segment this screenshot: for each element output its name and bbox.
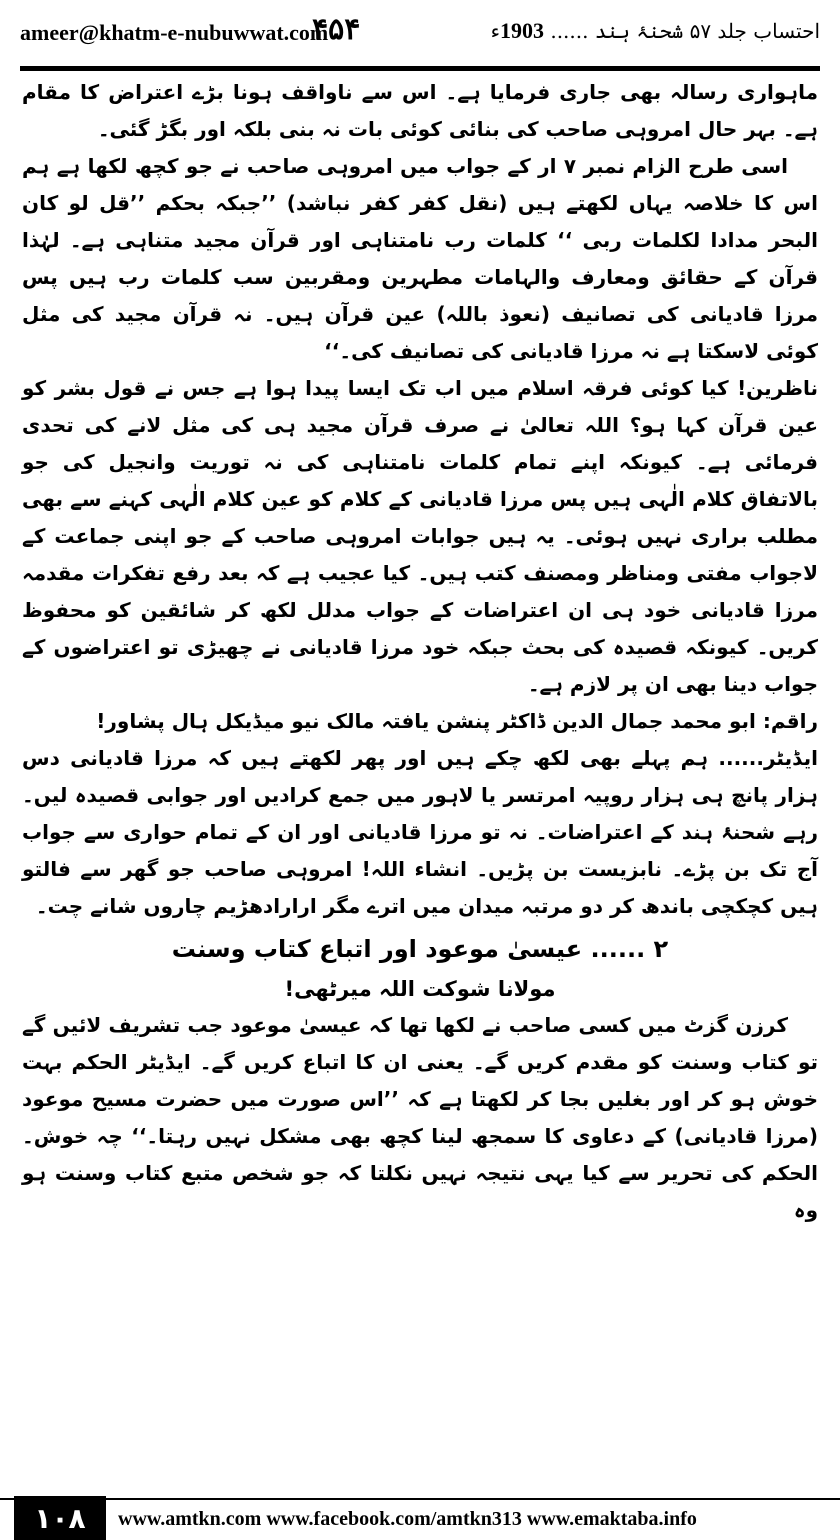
paragraph: ناظرین! کیا کوئی فرقہ اسلام میں اب تک ایسا پیدا ہوا ہے جس نے قول بشر کو عین قرآن کہا ہو؟ اللہ تعالیٰ نے صرف قرآن مجید ہی کی مثل لانے کی تحدی فرمائی ہے۔ کیونکہ اپنے تمام کلمات نامتناہی کی نہ توریت وانجیل کی جو بالاتفاق کلام الٰہی ہیں پس مرزا قادیانی کے کلام کو عین کلام الٰہی کہنے سے بھی مطلب براری نہیں ہوئی۔ یہ ہیں جوابات امروہی صاحب کے جو اپنی جماعت کے لاجواب مفتی ومناظر ومصنف کتب ہیں۔ کیا عجیب ہے کہ بعد رفع تفکرات مقدمہ مرزا قادیانی خود ہی ان اعتراضات کے جواب مدلل لکھ کر شائقین کو محفوظ کریں۔ کیونکہ قصیدہ کی بحث جبکہ خود مرزا قادیانی نے چھیڑی تو اعتراضوں کے جواب دینا بھی ان پر لازم ہے۔ (22, 376, 818, 696)
header-rule (20, 66, 820, 71)
header-title-year: 1903 (499, 18, 544, 43)
footer-page-number: ۱۰۸ (14, 1496, 106, 1540)
section-heading: ۲ ...... عیسیٰ موعود اور اتباع کتاب وسنت (171, 935, 669, 963)
header-email: ameer@khatm-e-nubuwwat.com (20, 20, 329, 45)
header-title-suffix: ء (490, 19, 500, 43)
header-title-prefix: احتساب جلد ۵۷ شحنۂ ہند ...... (550, 19, 820, 43)
editor-note: ایڈیٹر...... ہم پہلے بھی لکھ چکے ہیں اور پھر لکھتے ہیں کہ مرزا قادیانی دس ہزار پانچ ہی ہزار روپیہ امرتسر یا لاہور میں جمع کرادیں اور جوابی قصیدہ لیں۔ رہے شحنۂ ہند کے اعتراضات۔ نہ تو مرزا قادیانی اور ان کے تمام حواری سے جواب آج تک بن پڑے۔ نابزیست بن پڑیں۔ انشاء اللہ! امروہی صاحب جو گھر سے فالتو ہیں کچکچی باندھ کر دو مرتبہ میدان میں اترے مگر ارارادھڑیم چاروں شانے چت۔ (22, 746, 818, 918)
section-body: کرزن گزٹ میں کسی صاحب نے لکھا تھا کہ عیسیٰ موعود جب تشریف لائیں گے تو کتاب وسنت کو مقدم کریں گے۔ یعنی ان کا اتباع کریں گے۔ ایڈیٹر الحکم بہت خوش ہو کر اور بغلیں بجا کر لکھتا ہے کہ ’’اس صورت میں حضرت مسیح موعود (مرزا قادیانی) کے دعاوی کا سمجھ لینا کچھ بھی مشکل نہیں رہتا۔‘‘ چہ خوش۔ الحکم کی تحریر سے کیا یہی نتیجہ نہیں نکلتا کہ جو شخص متبع کتاب وسنت ہو وہ (22, 1013, 818, 1222)
page-header (20, 12, 820, 56)
footer-links: www.amtkn.com www.facebook.com/amtkn313 www.emaktaba.info (118, 1508, 697, 1530)
main-text (22, 74, 818, 1229)
signature-line: راقم: ابو محمد جمال الدین ڈاکٹر پنشن یافتہ مالک نیو میڈیکل ہال پشاور! (96, 709, 818, 733)
footer-rule (0, 1498, 840, 1500)
section-author: مولانا شوکت اللہ میرٹھی! (284, 977, 556, 1001)
paragraph: اسی طرح الزام نمبر ۷ ار کے جواب میں امروہی صاحب نے جو کچھ لکھا ہے ہم اس کا خلاصہ یہاں لکھتے ہیں (نقل کفر کفر نباشد) ’’جبکہ بحکم ’’قل لو کان البحر مدادا لکلمات ربی ‘‘ کلمات رب نامتناہی اور قرآن مجید متناہی ہے۔ لہٰذا قرآن کے حقائق ومعارف والہامات مطہرین ومقربین سب کلمات رب ہیں پس مرزا قادیانی کی تصانیف (نعوذ باللہ) عین قرآن ہیں۔ نہ قرآن مجید کی مثل کوئی لاسکتا ہے نہ مرزا قادیانی کی تصانیف کی۔‘‘ (22, 154, 818, 363)
paragraph: ماہواری رسالہ بھی جاری فرمایا ہے۔ اس سے ناواقف ہونا بڑے اعتراض کا مقام ہے۔ بہر حال امروہی صاحب کی بنائی کوئی بات نہ بنی بلکہ اور بگڑ گئی۔ (22, 80, 818, 141)
header-title (491, 18, 820, 44)
header-page-number: ۴۵۴ (312, 12, 361, 47)
